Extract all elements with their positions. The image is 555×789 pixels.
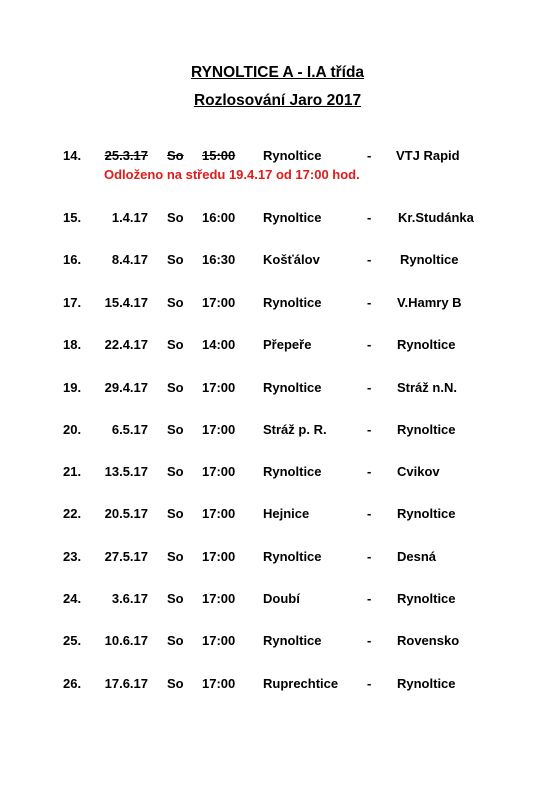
match-date: 22.4.17 [104,337,148,352]
home-team: Rynoltice [263,148,322,163]
round-number: 19. [63,380,82,395]
round-number: 21. [63,464,82,479]
home-team: Rynoltice [263,633,322,648]
round-number: 22. [63,506,82,521]
away-team: VTJ Rapid [396,148,460,163]
match-date: 6.5.17 [111,422,148,437]
away-team: Desná [397,549,437,564]
round-number: 16. [63,252,82,267]
match-day: So [167,591,184,606]
separator-dash: - [367,506,372,521]
away-team: Cvikov [397,464,440,479]
match-day: So [167,422,184,437]
match-time: 16:00 [202,210,236,225]
away-team: Rynoltice [397,422,456,437]
home-team: Rynoltice [263,295,322,310]
match-date: 29.4.17 [104,380,148,395]
match-time: 17:00 [202,506,236,521]
home-team: Rynoltice [263,464,322,479]
match-day: So [167,337,184,352]
separator-dash: - [367,591,372,606]
separator-dash: - [367,676,372,691]
match-day: So [167,295,184,310]
match-date: 8.4.17 [111,252,148,267]
away-team: Kr.Studánka [398,210,474,225]
match-day: So [167,210,184,225]
match-date: 15.4.17 [104,295,148,310]
round-number: 17. [63,295,82,310]
match-day: So [167,506,184,521]
away-team: Rynoltice [397,591,456,606]
separator-dash: - [367,148,372,163]
match-day: So [167,148,184,163]
match-day: So [167,676,184,691]
match-time: 17:00 [202,295,236,310]
separator-dash: - [367,380,372,395]
match-date: 1.4.17 [111,210,148,225]
document-title: RYNOLTICE A - I.A třída [190,64,365,81]
separator-dash: - [367,464,372,479]
match-time: 15:00 [202,148,236,163]
home-team: Hejnice [263,506,310,521]
match-date: 13.5.17 [104,464,148,479]
match-date: 3.6.17 [111,591,148,606]
away-team: Rovensko [397,633,460,648]
match-day: So [167,633,184,648]
round-number: 15. [63,210,82,225]
document-subtitle: Rozlosování Jaro 2017 [193,92,362,109]
away-team: Rynoltice [400,252,459,267]
separator-dash: - [367,633,372,648]
match-day: So [167,252,184,267]
separator-dash: - [367,252,372,267]
match-date: 17.6.17 [104,676,148,691]
match-date: 10.6.17 [104,633,148,648]
home-team: Ruprechtice [263,676,339,691]
round-number: 24. [63,591,82,606]
away-team: Rynoltice [397,337,456,352]
match-day: So [167,549,184,564]
separator-dash: - [367,549,372,564]
round-number: 18. [63,337,82,352]
home-team: Doubí [263,591,300,606]
away-team: V.Hamry B [397,295,462,310]
match-time: 17:00 [202,591,236,606]
match-day: So [167,464,184,479]
match-date: 27.5.17 [104,549,148,564]
separator-dash: - [367,210,372,225]
separator-dash: - [367,295,372,310]
match-time: 17:00 [202,549,236,564]
home-team: Přepeře [263,337,312,352]
away-team: Rynoltice [397,506,456,521]
home-team: Košťálov [263,252,320,267]
match-day: So [167,380,184,395]
round-number: 26. [63,676,82,691]
round-number: 20. [63,422,82,437]
match-time: 14:00 [202,337,236,352]
round-number: 25. [63,633,82,648]
match-time: 16:30 [202,252,236,267]
home-team: Rynoltice [263,380,322,395]
round-number: 14. [63,148,82,163]
match-time: 17:00 [202,464,236,479]
match-time: 17:00 [202,676,236,691]
match-date: 25.3.17 [104,148,148,163]
home-team: Stráž p. R. [263,422,327,437]
away-team: Rynoltice [397,676,456,691]
match-date: 20.5.17 [104,506,148,521]
match-time: 17:00 [202,633,236,648]
postponement-note: Odloženo na středu 19.4.17 od 17:00 hod. [104,167,360,182]
home-team: Rynoltice [263,549,322,564]
round-number: 23. [63,549,82,564]
match-time: 17:00 [202,422,236,437]
separator-dash: - [367,422,372,437]
separator-dash: - [367,337,372,352]
match-time: 17:00 [202,380,236,395]
home-team: Rynoltice [263,210,322,225]
away-team: Stráž n.N. [397,380,457,395]
